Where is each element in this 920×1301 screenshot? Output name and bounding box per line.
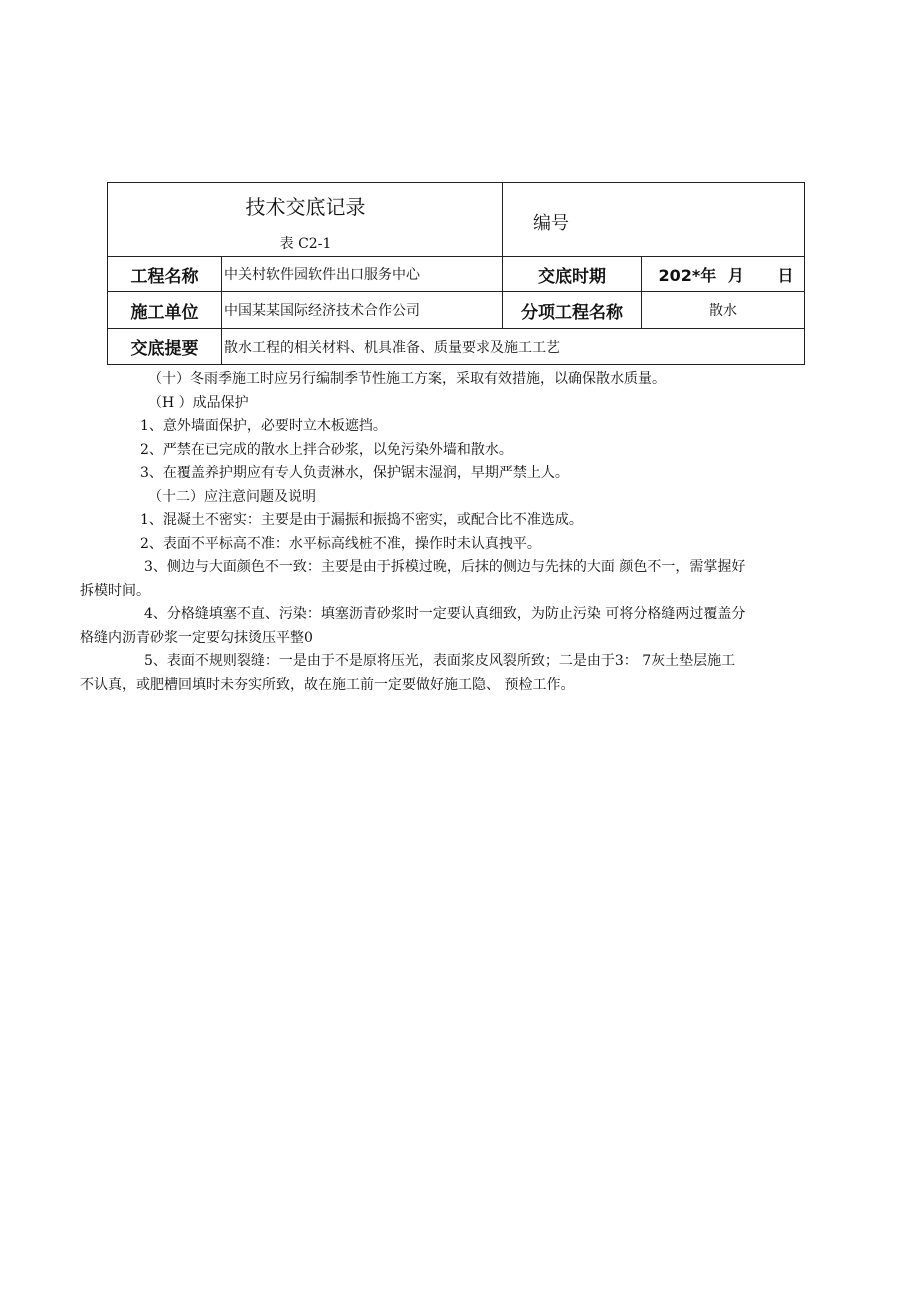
date-day: 日 [777,265,794,285]
subproject-value: 散水 [642,292,805,329]
header-table [107,182,805,365]
title-cell [108,183,503,257]
form-title: 技术交底记录 [245,195,366,219]
list-item-continued: 拆模时间。 [80,582,150,599]
list-item: 2、严禁在已完成的散水上拌合砂浆，以免污染外墙和散水。 [140,441,513,458]
date-value [642,257,805,292]
summary-value: 散水工程的相关材料、机具准备、质量要求及施工工艺 [222,329,805,365]
list-item-continued: 不认真，或肥槽回填时未夯实所致，故在施工前一定要做好施工隐、 预检工作。 [80,676,575,693]
date-label: 交底时期 [503,257,642,292]
number-cell [503,183,805,257]
list-item-continued: 格缝内沥青砂浆一定要勾抹烫压平整0 [80,629,313,646]
contractor-label: 施工单位 [108,292,222,329]
number-label: 编号 [533,212,569,234]
form-code: 表 C2-1 [279,236,332,252]
list-item: 5、表面不规则裂缝：一是由于不是原将压光，表面浆皮风裂所致；二是由于3： 7灰土垫层施工 [144,653,736,669]
paragraph-winter-rain: （十）冬雨季施工时应另行编制季节性施工方案，采取有效措施，以确保散水质量。 [148,371,666,387]
subproject-label: 分项工程名称 [503,292,642,329]
summary-label: 交底提要 [108,329,222,365]
date-month: 月 [727,265,744,285]
list-item: 2、表面不平标高不准：水平标高线桩不准，操作时未认真拽平。 [140,535,541,552]
contractor-value: 中国某某国际经济技术合作公司 [222,292,503,329]
section-heading-protection: （H ）成品保护 [148,394,249,411]
disclosure-body [80,368,808,697]
list-item: 4、分格缝填塞不直、污染：填塞沥青砂浆时一定要认真细致，为防止污染 可将分格缝两过覆盖分 [144,606,746,622]
project-name-value: 中关村软件园软件出口服务中心 [222,257,503,292]
list-item: 1、混凝土不密实：主要是由于漏振和振捣不密实，或配合比不准选成。 [140,512,583,528]
list-item: 3、在覆盖养护期应有专人负责淋水，保护锯末湿润，早期严禁上人。 [140,465,569,481]
project-name-label: 工程名称 [108,257,222,292]
list-item: 1、意外墙面保护，必要时立木板遮挡。 [140,418,387,434]
list-item: 3、侧边与大面颜色不一致：主要是由于拆模过晚，后抹的侧边与先抹的大面 颜色不一，需掌握好 [144,559,746,575]
date-year: 202*年 [658,265,717,285]
section-heading-notes: （十二）应注意问题及说明 [148,488,316,505]
disclosure-form [107,182,804,365]
